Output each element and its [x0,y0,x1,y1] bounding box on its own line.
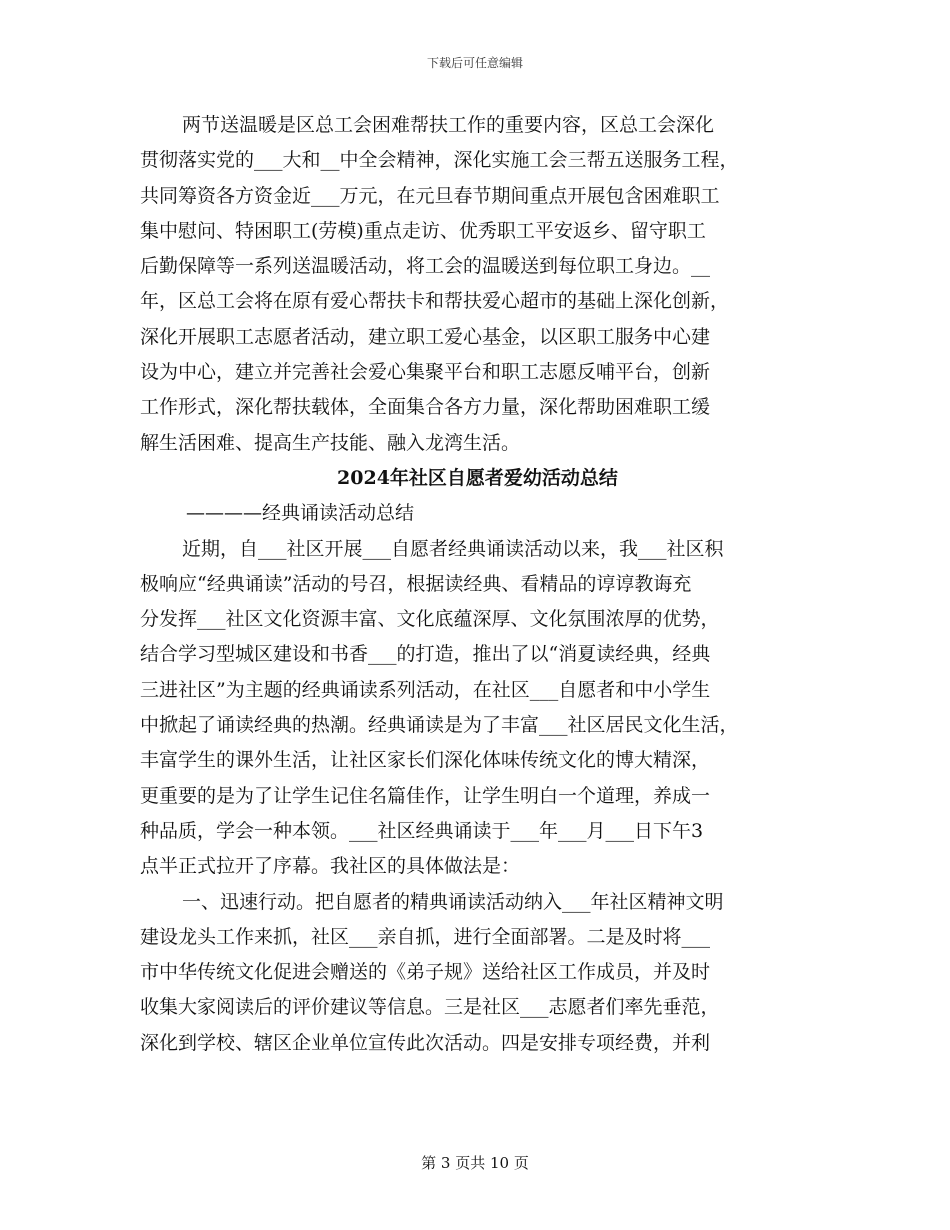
page-number: 第 3 页共 10 页 [421,1154,529,1172]
document-body [140,108,815,1061]
paragraph-line: 共同筹资各方资金近___万元，在元旦春节期间重点开展包含困难职工 [140,184,720,207]
paragraph-line: 深化开展职工志愿者活动，建立职工爱心基金，以区职工服务中心建 [140,325,711,348]
paragraph-line: 解生活困难、提高生产技能、融入龙湾生活。 [140,431,521,454]
page-header-note: 下载后可任意编辑 [426,56,523,70]
paragraph-line: 后勤保障等一系列送温暖活动，将工会的温暖送到每位职工身边。__ [140,255,711,278]
paragraph-line: 结合学习型城区建设和书香___的打造，推出了以“消夏读经典，经典 [140,643,711,666]
paragraph-line: 市中华传统文化促进会赠送的《弟子规》送给社区工作成员，并及时 [140,961,711,984]
paragraph-line: 贯彻落实党的___大和__中全会精神，深化实施工会三帮五送服务工程， [140,149,739,172]
paragraph-line: 更重要的是为了让学生记住名篇佳作，让学生明白一个道理，养成一 [140,784,711,807]
paragraph-line: 建设龙头工作来抓，社区___亲自抓，进行全面部署。二是及时将___ [140,925,711,948]
paragraph-line: 年，区总工会将在原有爱心帮扶卡和帮扶爱心超市的基础上深化创新， [140,290,730,313]
paragraph-line: 中掀起了诵读经典的热潮。经典诵读是为了丰富___社区居民文化生活， [140,714,739,737]
paragraph-line: 极响应“经典诵读”活动的号召，根据读经典、看精品的谆谆教诲充 [140,572,692,595]
paragraph-line: 种品质，学会一种本领。___社区经典诵读于___年___月___日下午3 [140,819,704,842]
paragraph-line: 三进社区”为主题的经典诵读系列活动，在社区___自愿者和中小学生 [140,678,711,701]
paragraph-line: 丰富学生的课外生活，让社区家长们深化体味传统文化的博大精深， [140,749,711,772]
paragraph-line: 两节送温暖是区总工会困难帮扶工作的重要内容，区总工会深化 [182,114,715,136]
paragraph-line: 一、迅速行动。把自愿者的精典诵读活动纳入___年社区精神文明 [182,890,724,913]
paragraph-line: 工作形式，深化帮扶载体，全面集合各方力量，深化帮助困难职工缓 [140,396,711,419]
section-title: 2024年社区自愿者爱幼活动总结 [337,466,618,489]
paragraph-line: 设为中心，建立并完善社会爱心集聚平台和职工志愿反哺平台，创新 [140,361,711,384]
paragraph-line: 分发挥___社区文化资源丰富、文化底蕴深厚、文化氛围浓厚的优势， [140,608,720,631]
section-subtitle: ————经典诵读活动总结 [186,502,415,525]
paragraph-line: 点半正式拉开了序幕。我社区的具体做法是： [140,855,521,878]
paragraph-line: 集中慰问、特困职工(劳模)重点走访、优秀职工平安返乡、留守职工 [140,219,706,242]
paragraph-line: 收集大家阅读后的评价建议等信息。三是社区___志愿者们率先垂范， [140,996,720,1019]
paragraph-line: 深化到学校、辖区企业单位宣传此次活动。四是安排专项经费，并利 [140,1031,711,1054]
paragraph-line: 近期，自___社区开展___自愿者经典诵读活动以来，我___社区积 [182,537,724,560]
